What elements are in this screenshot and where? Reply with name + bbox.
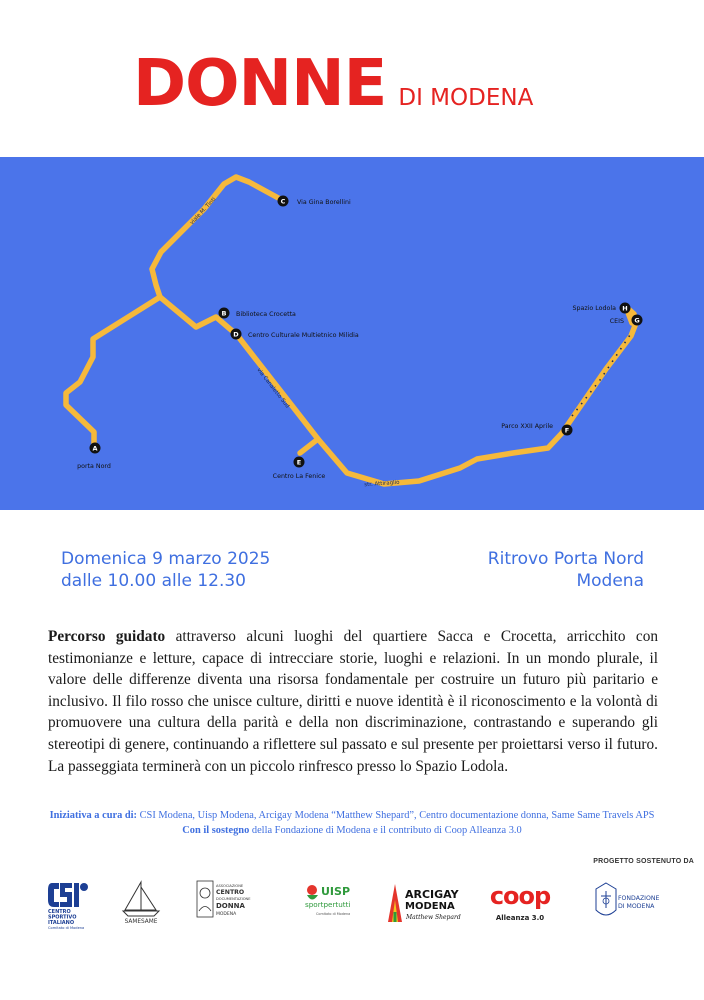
svg-text:MODENA: MODENA <box>405 901 455 912</box>
uisp-logo <box>302 880 358 920</box>
svg-text:ARCIGAY: ARCIGAY <box>405 888 459 901</box>
stop-label-c: Via Gina Borellini <box>297 199 351 206</box>
svg-text:DOCUMENTAZIONE: DOCUMENTAZIONE <box>216 897 251 901</box>
description-text: attraverso alcuni luoghi del quartiere Sacca e Crocetta, arricchito con testimonianze e letture, capace di intrecciare storie, luoghi e relazioni. In un mondo plurale, il valore delle differenze diventa una risorsa fondamentale per costruire un futuro più paritario e inclusivo. Il filo rosso che unisce culture, diritti e nuove identità è il riconoscimento e la volontà di promuovere una cultura della parità e della non discriminazione, contrastando e superando gli stereotipi di genere, continuando a riflettere sul passato e sul presente per proiettarsi verso il futuro. La passeggiata terminerà con un piccolo rinfresco presso lo Spazio Lodola. <box>48 628 658 775</box>
arcigay-logo <box>386 880 461 926</box>
stop-marker-e <box>294 457 305 468</box>
credits-support: della Fondazione di Modena e il contributo di Coop Alleanza 3.0 <box>249 825 522 836</box>
stop-marker-f <box>562 425 573 436</box>
stop-label-h: Spazio Lodola <box>572 305 616 312</box>
svg-text:CENTRO: CENTRO <box>48 909 71 915</box>
svg-text:Alleanza 3.0: Alleanza 3.0 <box>495 914 545 922</box>
centro-donna-logo <box>196 880 268 920</box>
svg-text:Comitato di Modena: Comitato di Modena <box>316 912 351 916</box>
street-label: via Canaletto Sud <box>255 367 291 410</box>
stop-marker-b <box>219 308 230 319</box>
title-subtitle: DI MODENA <box>398 85 534 111</box>
svg-text:ITALIANO: ITALIANO <box>48 920 75 926</box>
csi-logo <box>46 880 94 930</box>
credits <box>40 808 664 838</box>
event-city: Modena <box>576 571 644 591</box>
event-date: Domenica 9 marzo 2025 <box>61 549 271 569</box>
svg-text:coop: coop <box>489 882 551 910</box>
stop-marker-d <box>231 329 242 340</box>
svg-text:A: A <box>92 444 98 453</box>
svg-text:ASSOCIAZIONE: ASSOCIAZIONE <box>216 884 244 888</box>
street-label: str. Attiraglio <box>364 479 400 489</box>
event-time: dalle 10.00 alle 12.30 <box>61 571 246 591</box>
stop-marker-c <box>278 196 289 207</box>
svg-text:H: H <box>622 304 628 313</box>
route-map <box>0 157 704 510</box>
coop-logo <box>490 880 550 924</box>
route-path-spur <box>300 439 318 453</box>
route-path-north <box>152 177 282 297</box>
stop-label-g: CEIS <box>609 318 624 325</box>
stop-marker-a <box>90 443 101 454</box>
svg-text:D: D <box>233 330 239 339</box>
credits-label-organizers: Iniziativa a cura di: <box>49 810 138 821</box>
svg-text:CENTRO: CENTRO <box>216 889 245 896</box>
stop-label-e: Centro La Fenice <box>272 473 326 480</box>
svg-text:F: F <box>564 426 570 435</box>
stop-label-f: Parco XXII Aprile <box>501 423 553 430</box>
credits-organizers: CSI Modena, Uisp Modena, Arcigay Modena “Matthew Shepard”, Centro documentazione donna, Same Same Travels APS <box>137 810 655 821</box>
meeting-point: Ritrovo Porta Nord <box>487 549 644 569</box>
svg-text:B: B <box>221 309 227 318</box>
svg-text:SPORTIVO: SPORTIVO <box>48 914 77 921</box>
sponsor-label: PROGETTO SOSTENUTO DA <box>593 858 694 865</box>
credits-label-support: Con il sostegno <box>182 825 250 836</box>
svg-text:FONDAZIONE: FONDAZIONE <box>618 895 660 902</box>
svg-text:SAMESAME: SAMESAME <box>124 919 158 925</box>
stop-marker-h <box>620 303 631 314</box>
page-title <box>133 47 534 121</box>
street-label: viale M. Tinti <box>189 196 218 227</box>
samesame-logo <box>116 880 166 925</box>
svg-text:Comitato di Modena: Comitato di Modena <box>48 926 85 930</box>
svg-text:MODENA: MODENA <box>216 912 237 917</box>
svg-text:DONNA: DONNA <box>216 902 245 910</box>
description-lead: Percorso guidato <box>48 628 166 645</box>
route-path <box>66 297 636 484</box>
event-datetime <box>61 548 270 592</box>
fondazione-logo <box>590 880 660 926</box>
stop-label-d: Centro Culturale Multietnico Milidia <box>248 332 359 339</box>
route-map-svg <box>0 157 704 510</box>
svg-text:sportpertutti: sportpertutti <box>305 900 351 909</box>
svg-text:UISP: UISP <box>321 885 351 898</box>
svg-text:Matthew Shepard: Matthew Shepard <box>406 914 461 921</box>
stop-label-a: porta Nord <box>77 463 111 470</box>
stop-label-b: Biblioteca Crocetta <box>236 311 296 318</box>
stop-marker-g <box>632 315 643 326</box>
svg-text:E: E <box>296 458 302 467</box>
description <box>48 626 658 777</box>
title-main: DONNE <box>133 47 387 121</box>
svg-text:DI MODENA: DI MODENA <box>618 903 655 910</box>
event-location <box>488 548 644 592</box>
svg-text:C: C <box>280 197 286 206</box>
svg-text:G: G <box>634 316 640 325</box>
